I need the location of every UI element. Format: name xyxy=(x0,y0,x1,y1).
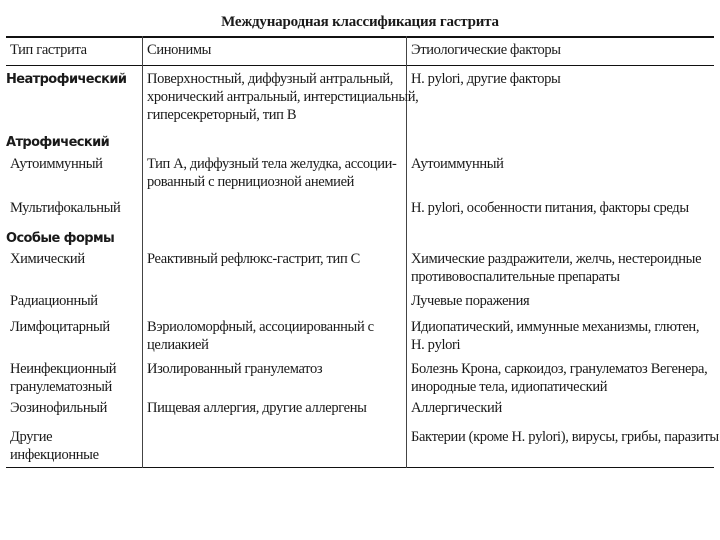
lymphocytic-synonyms-line2: целиакией xyxy=(147,337,209,353)
nonatrophic-synonyms-line2: хронический антральный, интерстициальный, xyxy=(147,89,419,105)
nonatrophic-synonyms-line3: гиперсекреторный, тип В xyxy=(147,107,297,123)
table-bottom-rule xyxy=(6,467,714,468)
multifocal-type: Мультифокальный xyxy=(10,200,121,216)
nonatrophic-factors: H. pylori, другие факторы xyxy=(411,71,561,87)
multifocal-factors: H. pylori, особенности питания, факторы среды xyxy=(411,200,689,216)
lymphocytic-synonyms-line1: Вэриоломорфный, ассоциированный с xyxy=(147,319,374,335)
eosinophilic-factors: Аллергический xyxy=(411,400,502,416)
chemical-factors-line2: противовоспалительные препараты xyxy=(411,269,620,285)
autoimmune-synonyms-line1: Тип А, диффузный тела желудка, ассоции- xyxy=(147,156,397,172)
eosinophilic-synonyms: Пищевая аллергия, другие аллергены xyxy=(147,400,367,416)
page-title: Международная классификация гастрита xyxy=(221,14,499,30)
header-synonyms: Синонимы xyxy=(147,42,212,58)
section-nonatrophic: Неатрофический xyxy=(6,72,127,87)
lymphocytic-factors-line2: H. pylori xyxy=(411,337,461,353)
autoimmune-factors: Аутоиммунный xyxy=(411,156,504,172)
granulomatous-synonyms: Изолированный гранулематоз xyxy=(147,361,323,377)
lymphocytic-type: Лимфоцитарный xyxy=(10,319,110,335)
header-type: Тип гастрита xyxy=(10,42,87,58)
infectious-type-line2: инфекционные xyxy=(10,447,99,463)
header-factors: Этиологические факторы xyxy=(411,42,561,58)
section-special: Особые формы xyxy=(6,231,115,246)
column-divider-1 xyxy=(142,36,143,468)
table-header-rule xyxy=(6,65,714,66)
autoimmune-type: Аутоиммунный xyxy=(10,156,103,172)
granulomatous-type-line1: Неинфекционный xyxy=(10,361,117,377)
chemical-synonyms: Реактивный рефлюкс-гастрит, тип С xyxy=(147,251,360,267)
infectious-type-line1: Другие xyxy=(10,429,53,445)
section-atrophic: Атрофический xyxy=(6,135,110,150)
granulomatous-factors-line1: Болезнь Крона, саркоидоз, гранулематоз Вегенера, xyxy=(411,361,708,377)
eosinophilic-type: Эозинофильный xyxy=(10,400,108,416)
chemical-type: Химический xyxy=(10,251,85,267)
classification-table xyxy=(6,36,719,468)
chemical-factors-line1: Химические раздражители, желчь, нестероидные xyxy=(411,251,702,267)
granulomatous-type-line2: гранулематозный xyxy=(10,379,112,395)
nonatrophic-synonyms-line1: Поверхностный, диффузный антральный, xyxy=(147,71,394,87)
autoimmune-synonyms-line2: рованный с пернициозной анемией xyxy=(147,174,355,190)
radiation-factors: Лучевые поражения xyxy=(411,293,530,309)
lymphocytic-factors-line1: Идиопатический, иммунные механизмы, глютен, xyxy=(411,319,700,335)
infectious-factors: Бактерии (кроме H. pylori), вирусы, грибы, паразиты xyxy=(411,429,719,445)
radiation-type: Радиационный xyxy=(10,293,98,309)
granulomatous-factors-line2: инородные тела, идиопатический xyxy=(411,379,608,395)
table-top-rule xyxy=(6,36,714,38)
